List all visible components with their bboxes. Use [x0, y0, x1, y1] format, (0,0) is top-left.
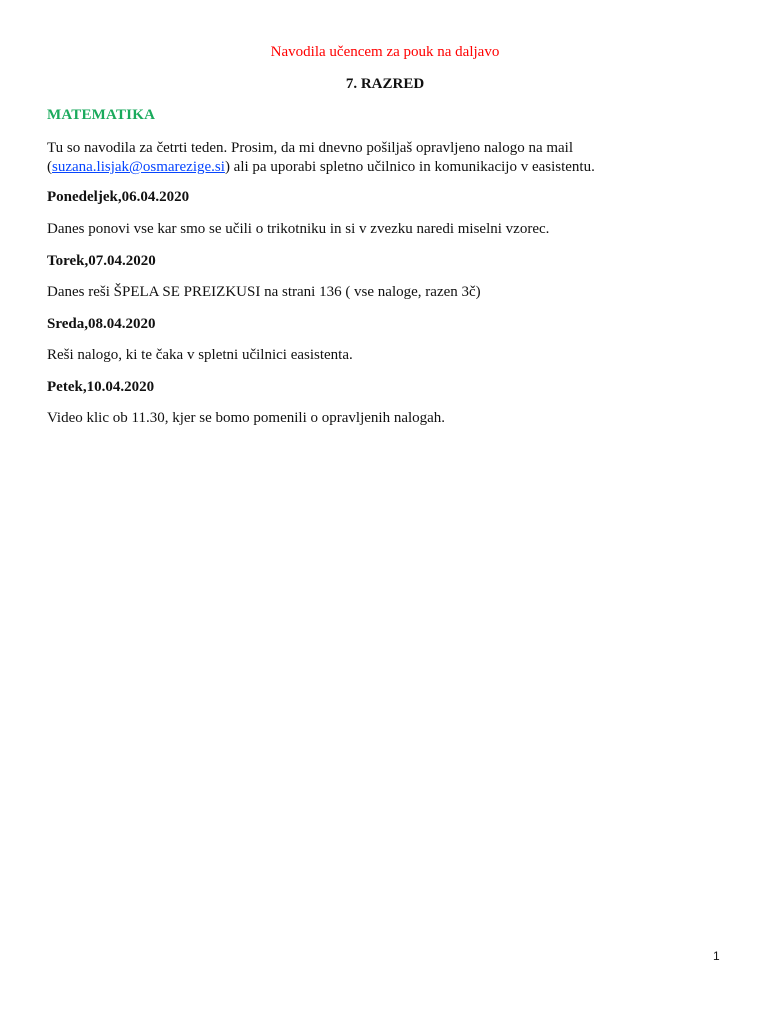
- document-title: Navodila učencem za pouk na daljavo: [270, 44, 500, 60]
- intro-line-1: Tu so navodila za četrti teden. Prosim, da mi dnevno pošiljaš opravljeno nalogo na mail: [47, 140, 574, 156]
- day-text-tuesday: Danes reši ŠPELA SE PREIZKUSI na strani 136 ( vse naloge, razen 3č): [47, 284, 481, 300]
- day-heading-friday: Petek,10.04.2020: [47, 379, 155, 395]
- page-number: 1: [713, 949, 720, 963]
- email-link[interactable]: suzana.lisjak@osmarezige.si: [52, 159, 225, 175]
- day-text-monday: Danes ponovi vse kar smo se učili o trikotniku in si v zvezku naredi miselni vzorec.: [47, 221, 550, 237]
- intro-open-paren: (: [47, 159, 52, 175]
- grade-heading: 7. RAZRED: [345, 76, 425, 92]
- subject-heading: MATEMATIKA: [47, 107, 156, 123]
- intro-paragraph: [47, 139, 737, 177]
- day-text-wednesday: Reši nalogo, ki te čaka v spletni učilnici easistenta.: [47, 347, 353, 363]
- day-heading-wednesday: Sreda,08.04.2020: [47, 316, 156, 332]
- day-text-friday: Video klic ob 11.30, kjer se bomo pomenili o opravljenih nalogah.: [47, 410, 446, 426]
- day-heading-monday: Ponedeljek,06.04.2020: [47, 189, 190, 205]
- intro-line-2-rest: ) ali pa uporabi spletno učilnico in komunikacijo v easistentu.: [224, 159, 595, 175]
- day-heading-tuesday: Torek,07.04.2020: [47, 253, 156, 269]
